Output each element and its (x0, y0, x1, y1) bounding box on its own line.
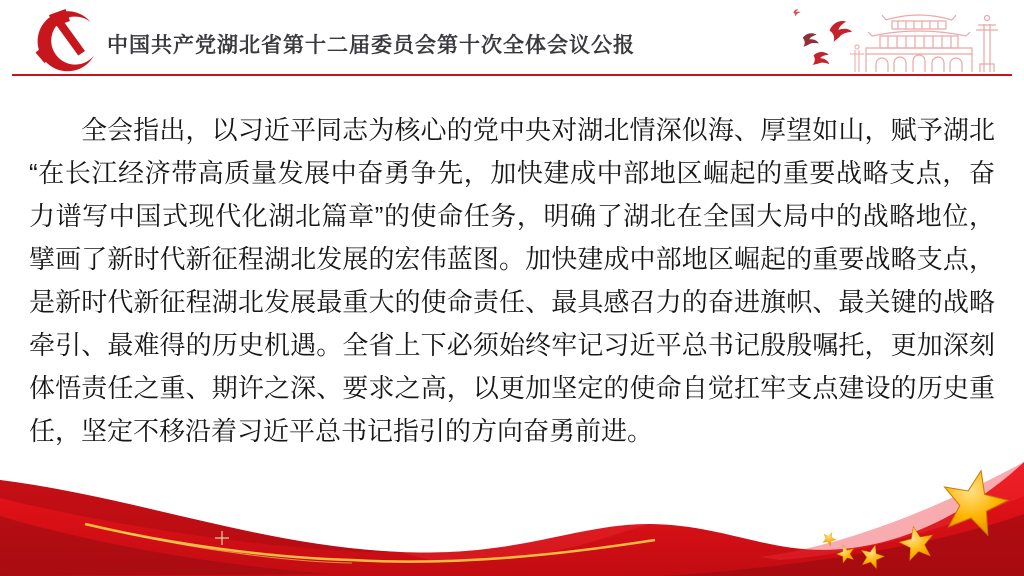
red-ribbon-decoration (0, 436, 1024, 576)
paragraph-line: “在长江经济带高质量发展中奋勇争先，加快建成中部地区崛起的重要战略支点，奋 (29, 158, 995, 188)
paragraph-line: 牵引、最难得的历史机遇。全省上下必须始终牢记习近平总书记殷殷嘱托，更加深刻 (29, 330, 995, 360)
header-divider (12, 74, 1012, 76)
party-emblem-icon (26, 6, 102, 72)
tiananmen-gate-icon (866, 15, 972, 72)
paragraph-line: 力谱写中国式现代化湖北篇章”的使命任务，明确了湖北在全国大局中的战略地位， (29, 201, 995, 231)
slide-title: 中国共产党湖北省第十二届委员会第十次全体会议公报 (107, 34, 635, 57)
paragraph-line: 体悟责任之重、期许之深、要求之高，以更加坚定的使命自觉扛牢支点建设的历史重 (29, 373, 995, 403)
huabiao-column-small-icon (850, 45, 864, 72)
paragraph-line: 任，坚定不移沿着习近平总书记指引的方向奋勇前进。 (29, 416, 654, 446)
tiananmen-gate-line-art-icon (764, 2, 1014, 75)
paragraph-line: 全会指出，以习近平同志为核心的党中央对湖北情深似海、厚望如山，赋予湖北 (81, 115, 995, 145)
paragraph-line: 擘画了新时代新征程湖北发展的宏伟蓝图。加快建成中部地区崛起的重要战略支点， (29, 244, 995, 274)
paragraph-line: 是新时代新征程湖北发展最重大的使命责任、最具感召力的奋进旗帜、最关键的战略 (29, 287, 995, 317)
huabiao-column-icon (976, 16, 998, 73)
body-paragraph (29, 109, 995, 453)
doves-icon (793, 9, 854, 70)
